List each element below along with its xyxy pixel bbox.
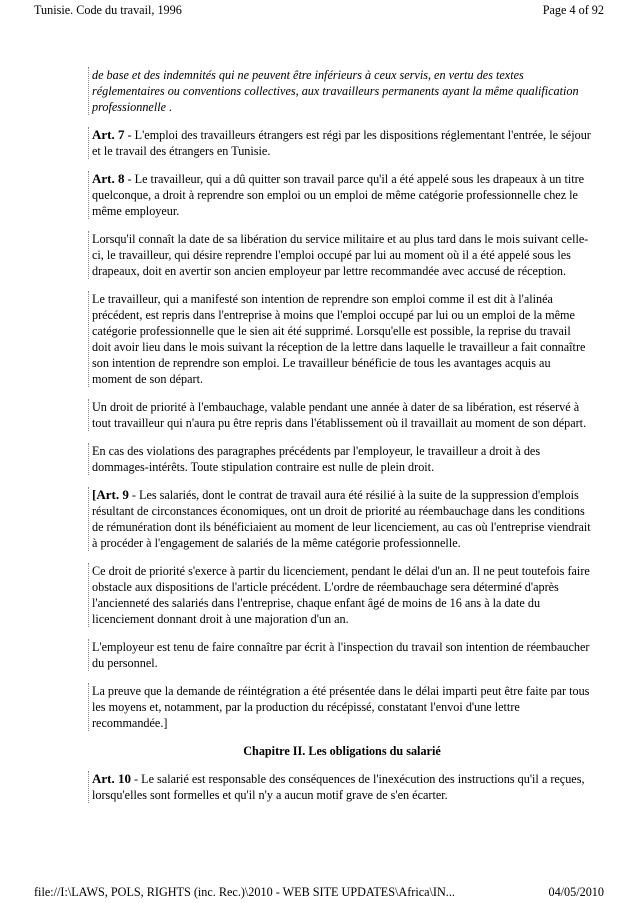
paragraph: Le travailleur, qui a manifesté son intention de reprendre son emploi comme il est dit à l'alinéa précédent, est repris dans l'entreprise à moins que l'emploi occupé par lui ou un emploi de la même catégorie professionnelle que le sien ait été supprimé. Lorsqu'elle est possible, la reprise du travail doit avoir lieu dans le mois suivant la réception de la lettre dans laquelle le travailleur a fait connaître son intention de reprendre son emploi. Le travailleur bénéficie de tous les avantages acquis au moment de son départ. bbox=[88, 291, 592, 387]
header-page-number: Page 4 of 92 bbox=[542, 3, 604, 17]
footer-file-path: file://I:\LAWS, POLS, RIGHTS (inc. Rec.)\2010 - WEB SITE UPDATES\Africa\IN... bbox=[34, 885, 455, 899]
paragraph: Un droit de priorité à l'embauchage, valable pendant une année à dater de sa libération, est réservé à tout travailleur qui n'aura pu être repris dans l'établissement où il travaillait au moment de son départ. bbox=[88, 399, 592, 431]
paragraph: L'employeur est tenu de faire connaître par écrit à l'inspection du travail son intention de réembaucher du personnel. bbox=[88, 639, 592, 671]
bracket-open: [ bbox=[92, 487, 97, 502]
paragraph: En cas des violations des paragraphes précédents par l'employeur, le travailleur a droit à des dommages-intérêts. Toute stipulation contraire est nulle de plein droit. bbox=[88, 443, 592, 475]
article-text: - L'emploi des travailleurs étrangers est régi par les dispositions réglementant l'entrée, le séjour et le travail des étrangers en Tunisie. bbox=[92, 128, 591, 158]
paragraph-art9 bbox=[88, 487, 592, 551]
article-label: Art. 7 bbox=[92, 127, 125, 142]
article-label: Art. 8 bbox=[92, 171, 125, 186]
article-text: - Le salarié est responsable des conséquences de l'inexécution des instructions qu'il a reçues, lorsqu'elles sont formelles et qu'il n'y a aucun motif grave de s'en écarter. bbox=[92, 772, 585, 802]
article-text: - Le travailleur, qui a dû quitter son travail parce qu'il a été appelé sous les drapeaux à un titre quelconque, a droit à reprendre son emploi ou un emploi de même catégorie professionnelle chez le même employeur. bbox=[92, 172, 585, 218]
article-text: - Les salariés, dont le contrat de travail aura été résilié à la suite de la suppression d'emplois résultant de circonstances économiques, ont un droit de priorité au réembauchage dans les conditions de rémunération dont ils bénéficiaient au moment de leur licenciement, au cas où l'entreprise viendrait à procéder à l'engagement de salariés de la même catégorie professionnelle. bbox=[92, 488, 591, 550]
paragraph: Ce droit de priorité s'exerce à partir du licenciement, pendant le délai d'un an. Il ne peut toutefois faire obstacle aux dispositions de l'article précédent. L'ordre de réembauchage sera déterminé d'après l'ancienneté des salariés dans l'entreprise, chaque enfant âgé de moins de 16 ans à la date du licenciement donnant droit à une majoration d'un an. bbox=[88, 563, 592, 627]
document-body bbox=[92, 67, 592, 815]
paragraph-art7 bbox=[88, 127, 592, 159]
paragraph: La preuve que la demande de réintégration a été présentée dans le délai imparti peut être faite par tous les moyens et, notamment, par la production du récépissé, constatant l'envoi d'une lettre recommandée.] bbox=[88, 683, 592, 731]
article-label: Art. 10 bbox=[92, 771, 131, 786]
paragraph-art8 bbox=[88, 171, 592, 219]
footer-date: 04/05/2010 bbox=[548, 885, 604, 899]
paragraph: Lorsqu'il connaît la date de sa libération du service militaire et au plus tard dans le mois suivant celle-ci, le travailleur, qui désire reprendre l'emploi occupé par lui au moment où il a été appelé sous les drapeaux, doit en avertir son ancien employeur par lettre recommandée avec accusé de réception. bbox=[88, 231, 592, 279]
header-title: Tunisie. Code du travail, 1996 bbox=[34, 3, 182, 17]
paragraph-art10 bbox=[88, 771, 592, 803]
paragraph-intro: de base et des indemnités qui ne peuvent être inférieurs à ceux servis, en vertu des textes réglementaires ou conventions collectives, aux travailleurs permanents ayant la même qualification professionnelle . bbox=[88, 67, 592, 115]
article-label: Art. 9 bbox=[96, 487, 129, 502]
chapter-heading: Chapitre II. Les obligations du salarié bbox=[243, 744, 441, 758]
